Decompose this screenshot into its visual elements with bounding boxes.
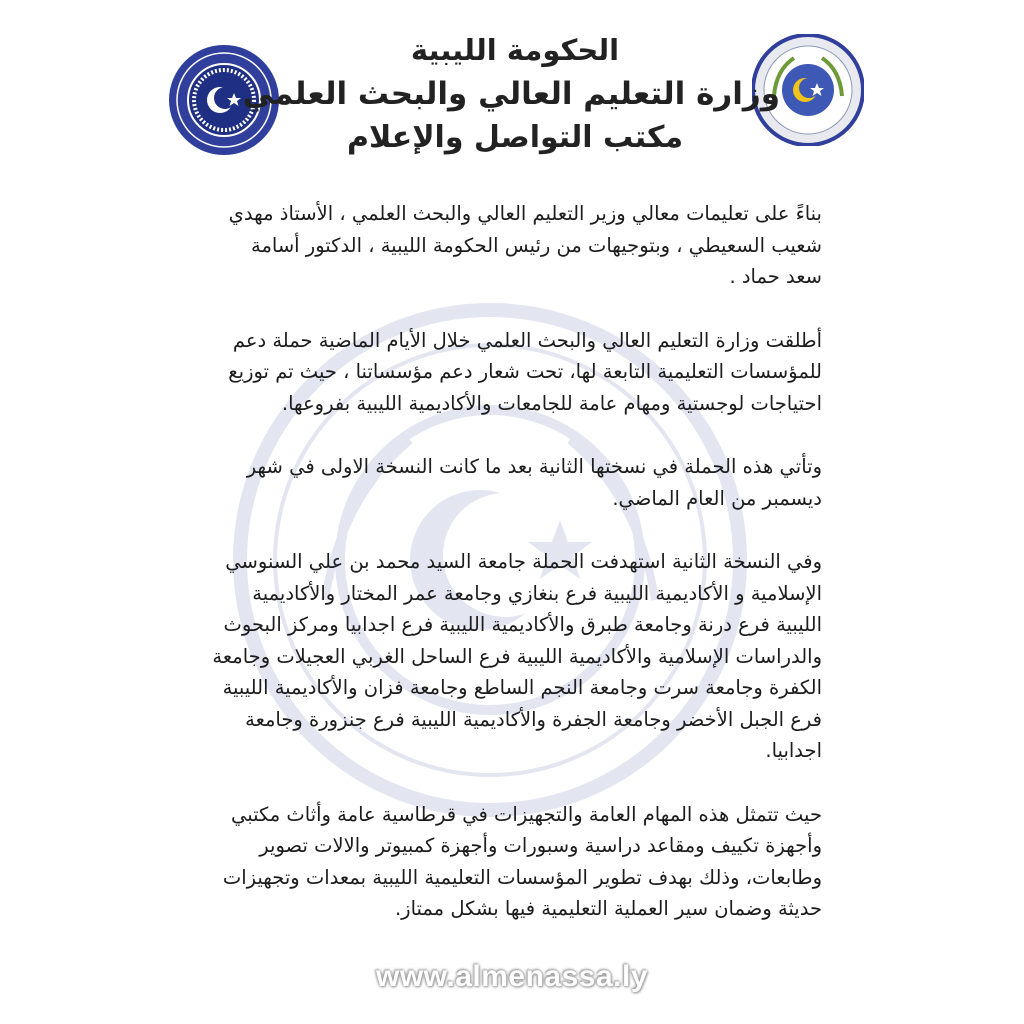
government-title: الحكومة الليبية: [410, 33, 620, 67]
paragraph-edition: وتأتي هذه الحملة في نسختها الثانية بعد ما كانت النسخة الاولى في شهر ديسمبر من العام الماضي.: [246, 455, 822, 510]
statement-body: [212, 198, 822, 957]
letterhead: [242, 28, 780, 160]
paragraph-equipment: حيث تتمثل هذه المهام العامة والتجهيزات في قرطاسية عامة وأثاث مكتبي وأجهزة تكييف ومقاعد دراسية وسبورات وأجهزة كمبيوتر والالات تصوير وطابعات، وذلك بهدف تطوير المؤسسات التعليمية الليبية بمعدات وتجهيزات حديثة وضمان سير العملية التعليمية فيها بشكل ممتاز.: [222, 802, 822, 920]
ministry-title: وزارة التعليم العالي والبحث العلمي: [242, 76, 780, 112]
site-watermark-url: www.almenassa.ly: [375, 960, 649, 993]
paragraph-intro: بناءً على تعليمات معالي وزير التعليم العالي والبحث العلمي ، الأستاذ مهدي شعيب السعيطي ، وبتوجيهات من رئيس الحكومة الليبية ، الدكتور أسامة سعد حماد .: [228, 202, 822, 288]
paragraph-campaign: أطلقت وزارة التعليم العالي والبحث العلمي خلال الأيام الماضية حملة دعم للمؤسسات التعليمية التابعة لها، تحت شعار دعم مؤسساتنا ، حيث تم توزيع احتياجات لوجستية ومهام عامة للجامعات والأكاديمية الليبية بفروعها.: [228, 328, 822, 415]
office-title: مكتب التواصل والإعلام: [346, 120, 684, 155]
paragraph-targets: وفي النسخة الثانية استهدفت الحملة جامعة السيد محمد بن علي السنوسي الإسلامية و الأكاديمية الليبية فرع بنغازي وجامعة عمر المختار والأكاديمية الليبية فرع درنة وجامعة طبرق والأكاديمية الليبية فرع اجدابيا ومركز البحوث والدراسات الإسلامية والأكاديمية الليبية فرع الساحل الغربي العجيلات وجامعة الكفرة وجامعة سرت وجامعة النجم الساطع وجامعة فزان والأكاديمية الليبية فرع الجبل الأخضر وجامعة الجفرة والأكاديمية الليبية فرع جنزورة وجامعة اجدابيا.: [212, 550, 822, 762]
